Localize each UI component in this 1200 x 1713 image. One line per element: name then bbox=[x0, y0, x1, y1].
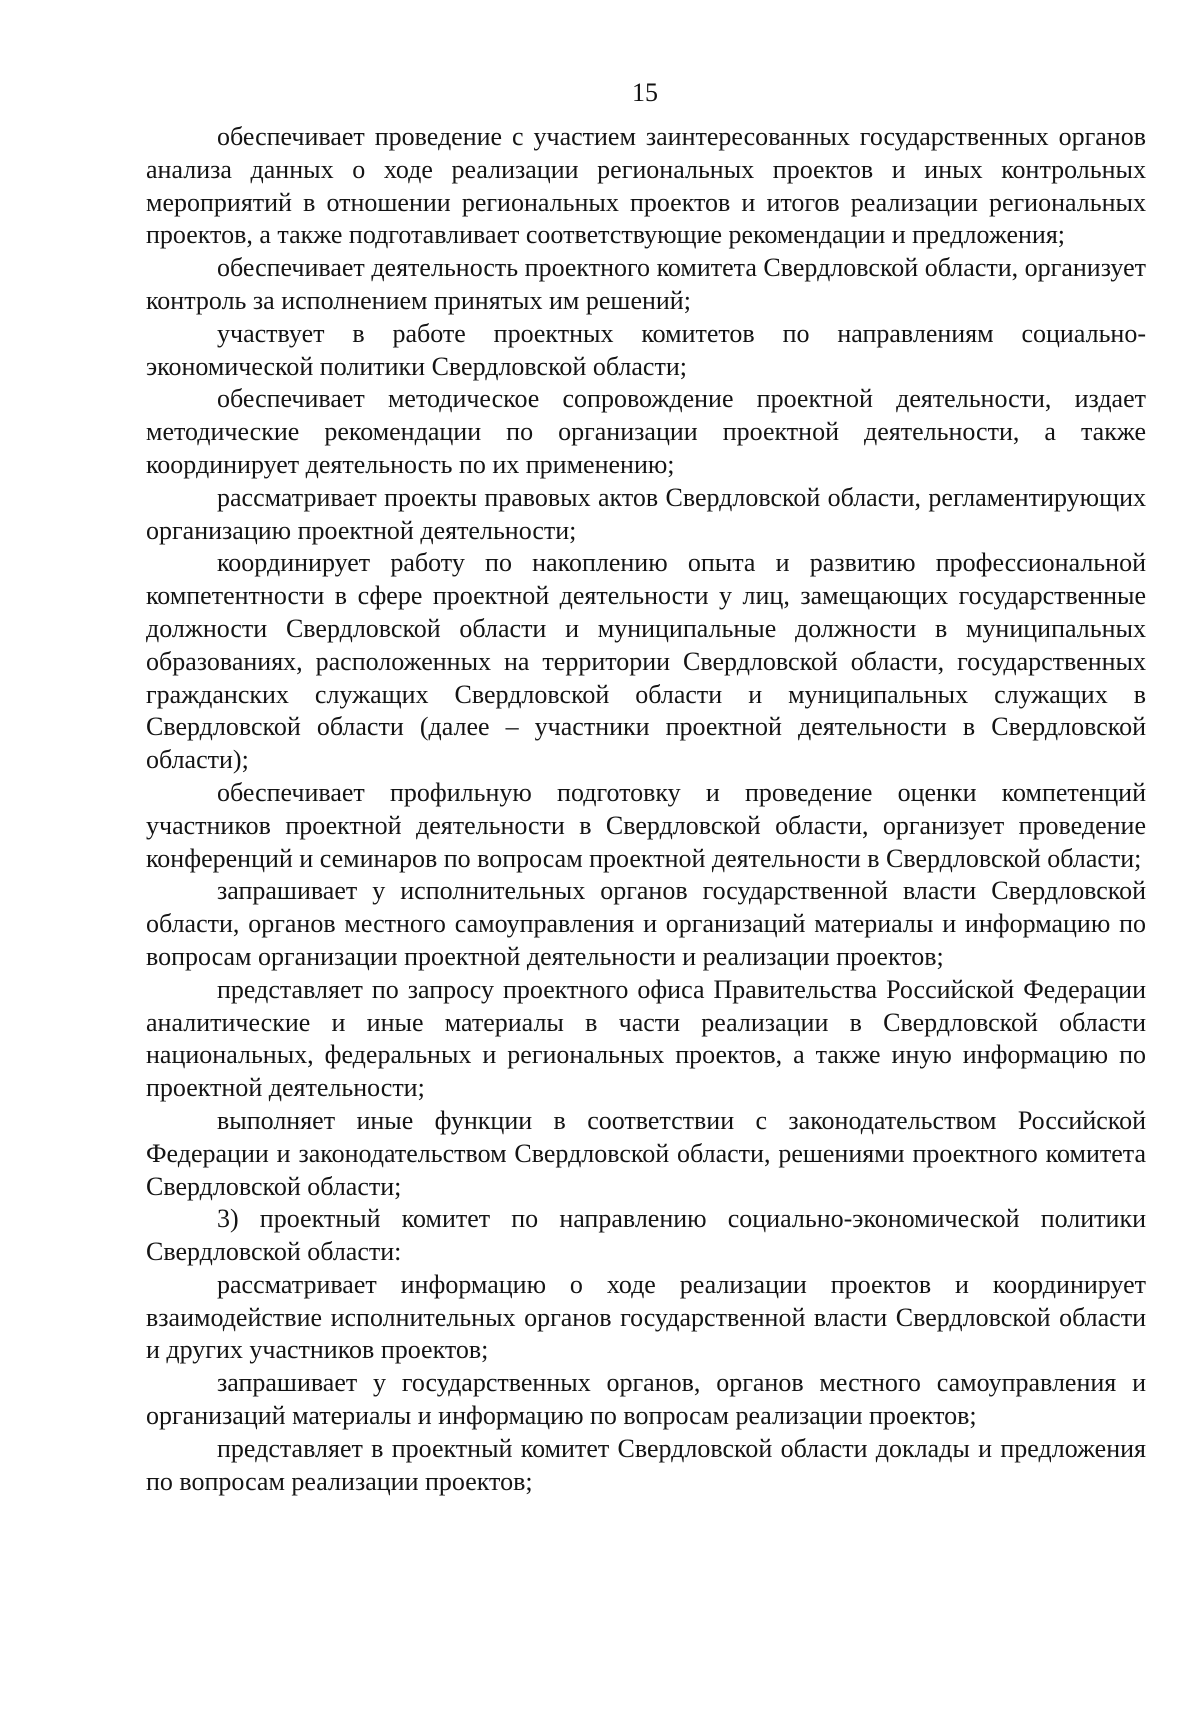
paragraph: участвует в работе проектных комитетов по направлениям социально-экономической политики Свердловской области; bbox=[146, 318, 1146, 381]
paragraph: 3) проектный комитет по направлению социально-экономической политики Свердловской области: bbox=[146, 1204, 1146, 1267]
paragraph: представляет в проектный комитет Свердловской области доклады и предложения по вопросам реализации проектов; bbox=[146, 1433, 1146, 1496]
paragraph: представляет по запросу проектного офиса Правительства Российской Федерации аналитические и иные материалы в части реализации в Свердловской области национальных, федеральных и региональных проектов, а также иную информацию по проектной деятельности; bbox=[146, 974, 1146, 1103]
paragraph: запрашивает у государственных органов, органов местного самоуправления и организаций материалы и информацию по вопросам реализации проектов; bbox=[146, 1368, 1146, 1431]
paragraph: рассматривает проекты правовых актов Свердловской области, регламентирующих организацию проектной деятельности; bbox=[146, 482, 1146, 545]
page-number: 15 bbox=[632, 78, 658, 107]
paragraph: выполняет иные функции в соответствии с законодательством Российской Федерации и законодательством Свердловской области, решениями проектного комитета Свердловской области; bbox=[146, 1105, 1146, 1201]
paragraph: координирует работу по накоплению опыта и развитию профессиональной компетентности в сфере проектной деятельности у лиц, замещающих государственные должности Свердловской области и муниципальные должности в муниципальных образованиях, расположенных на территории Свердловской области, государственных гражданских служащих Свердловской области и муниципальных служащих в Свердловской области (далее – участники проектной деятельности в Свердловской области); bbox=[146, 548, 1146, 775]
paragraph: обеспечивает деятельность проектного комитета Свердловской области, организует контроль за исполнением принятых им решений; bbox=[146, 253, 1146, 315]
paragraph: обеспечивает проведение с участием заинтересованных государственных органов анализа данных о ходе реализации региональных проектов и иных контрольных мероприятий в отношении региональных проектов и итогов реализации региональных проектов, а также подготавливает соответствующие рекомендации и предложения; bbox=[146, 122, 1146, 250]
paragraph: запрашивает у исполнительных органов государственной власти Свердловской области, органов местного самоуправления и организаций материалы и информацию по вопросам организации проектной деятельности и реализации проектов; bbox=[146, 876, 1146, 971]
paragraph: обеспечивает методическое сопровождение проектной деятельности, издает методические рекомендации по организации проектной деятельности, а также координирует деятельность по их применению; bbox=[146, 384, 1146, 479]
paragraph: рассматривает информацию о ходе реализации проектов и координирует взаимодействие исполнительных органов государственной власти Свердловской области и других участников проектов; bbox=[146, 1269, 1146, 1365]
paragraph: обеспечивает профильную подготовку и проведение оценки компетенций участников проектной деятельности в Свердловской области, организует проведение конференций и семинаров по вопросам проектной деятельности в Свердловской области; bbox=[146, 777, 1146, 873]
document-body bbox=[146, 121, 1146, 1498]
